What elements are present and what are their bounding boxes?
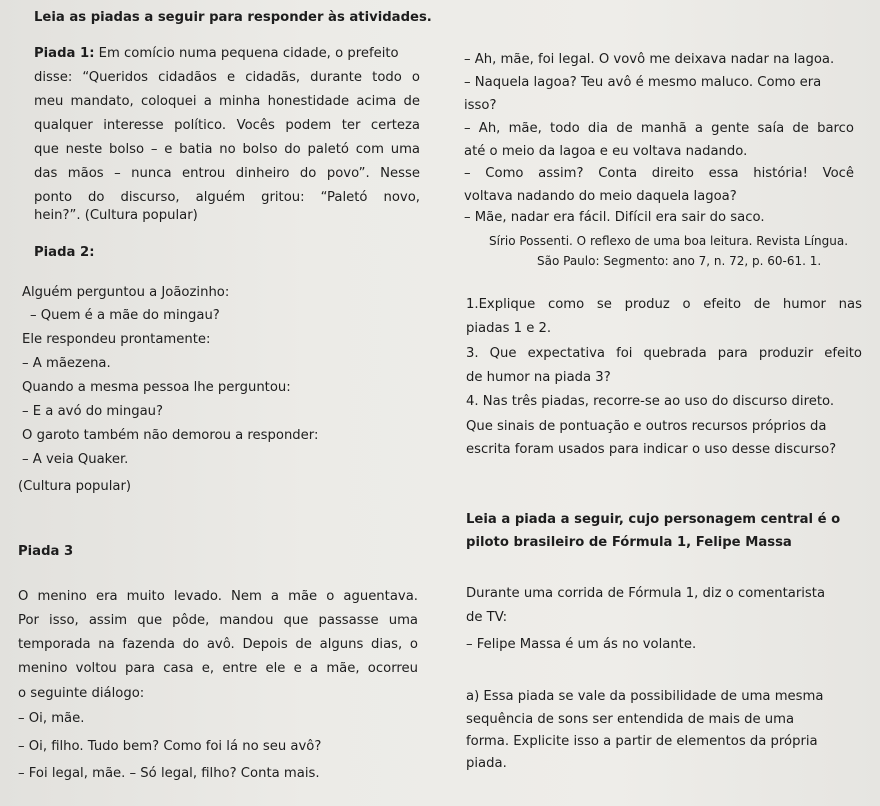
piada-3-cont-line: isso? (464, 98, 497, 113)
question-line: de humor na piada 3? (466, 370, 611, 385)
piada-3-line: – Foi legal, mãe. – Só legal, filho? Conta mais. (18, 766, 320, 781)
piada-3-cont-line: – Ah, mãe, foi legal. O vovô me deixava nadar na lagoa. (464, 52, 835, 67)
piada-3-cont-line: – Naquela lagoa? Teu avô é mesmo maluco. Como era (464, 75, 822, 90)
piada-3-line: – Oi, mãe. (18, 711, 85, 726)
question-line: escrita foram usados para indicar o uso desse discurso? (466, 442, 837, 457)
piada-3-cont-line: até o meio da lagoa e eu voltava nadando. (464, 144, 748, 159)
piada-1-line: das mãos – nunca entrou dinheiro do povo”. Nesse (34, 166, 420, 181)
source-citation: São Paulo: Segmento: ano 7, n. 72, p. 60-61. 1. (537, 254, 822, 268)
piada-3-line: menino voltou para casa e, entre ele e a mãe, ocorreu (18, 661, 418, 676)
piada-2-line: Quando a mesma pessoa lhe perguntou: (22, 380, 291, 395)
piada-3-cont-line: voltava nadando do meio daquela lagoa? (464, 189, 737, 204)
piada-1-line: Piada 1: Em comício numa pequena cidade, o prefeito (34, 46, 399, 61)
question-a-line: forma. Explicite isso a partir de elementos da própria (466, 734, 818, 749)
piada-1-line: que neste bolso – e batia no bolso do paletó com uma (34, 142, 420, 157)
piada-2-title: Piada 2: (34, 245, 95, 260)
piada-3-line: Por isso, assim que pôde, mandou que passasse uma (18, 613, 418, 628)
piada-3-line: temporada na fazenda do avô. Depois de alguns dias, o (18, 637, 418, 652)
page-heading: Leia as piadas a seguir para responder às atividades. (34, 10, 432, 25)
piada-1-line: hein?”. (Cultura popular) (34, 208, 198, 223)
question-line: piadas 1 e 2. (466, 321, 552, 336)
piada-2-line: – E a avó do mingau? (22, 404, 164, 419)
piada-3-line: O menino era muito levado. Nem a mãe o aguentava. (18, 589, 418, 604)
piada-3-cont-line: – Como assim? Conta direito essa história! Você (464, 166, 854, 181)
piada-2-line: O garoto também não demorou a responder: (22, 428, 319, 443)
question-line: 1.Explique como se produz o efeito de humor nas (466, 297, 862, 312)
piada-4-line: de TV: (466, 610, 508, 625)
piada-2-line: – A mãezena. (22, 356, 111, 371)
piada-1-title: Piada 1: (34, 46, 95, 61)
piada-3-line: o seguinte diálogo: (18, 686, 145, 701)
piada-2-line: Ele respondeu prontamente: (22, 332, 211, 347)
piada-2-line: – A veia Quaker. (22, 452, 129, 467)
question-a-line: a) Essa piada se vale da possibilidade de uma mesma (466, 689, 824, 704)
source-citation: Sírio Possenti. O reflexo de uma boa leitura. Revista Língua. (489, 234, 849, 248)
piada-2-line: Alguém perguntou a Joãozinho: (22, 285, 230, 300)
question-line: 4. Nas três piadas, recorre-se ao uso do discurso direto. (466, 394, 835, 409)
piada-4-intro: piloto brasileiro de Fórmula 1, Felipe Massa (466, 535, 792, 550)
piada-3-cont-line: – Ah, mãe, todo dia de manhã a gente saía de barco (464, 121, 854, 136)
piada-3-title: Piada 3 (18, 544, 74, 559)
question-line: Que sinais de pontuação e outros recursos próprios da (466, 419, 827, 434)
piada-3-line: – Oi, filho. Tudo bem? Como foi lá no seu avô? (18, 739, 322, 754)
piada-1-line: ponto do discurso, alguém gritou: “Paletó novo, (34, 190, 420, 205)
piada-1-line: disse: “Queridos cidadãos e cidadãs, durante todo o (34, 70, 420, 85)
piada-2-line: – Quem é a mãe do mingau? (30, 308, 220, 323)
question-line: 3. Que expectativa foi quebrada para produzir efeito (466, 346, 862, 361)
question-a-line: sequência de sons ser entendida de mais de uma (466, 712, 795, 727)
piada-2-line: (Cultura popular) (18, 479, 132, 494)
question-a-line: piada. (466, 756, 507, 771)
piada-1-line: meu mandato, coloquei a minha honestidade acima de (34, 94, 420, 109)
piada-3-cont-line: – Mãe, nadar era fácil. Difícil era sair do saco. (464, 210, 765, 225)
piada-1-line: qualquer interesse político. Vocês podem ter certeza (34, 118, 420, 133)
piada-4-intro: Leia a piada a seguir, cujo personagem central é o (466, 512, 841, 527)
piada-4-line: Durante uma corrida de Fórmula 1, diz o comentarista (466, 586, 826, 601)
piada-4-line: – Felipe Massa é um ás no volante. (466, 637, 697, 652)
